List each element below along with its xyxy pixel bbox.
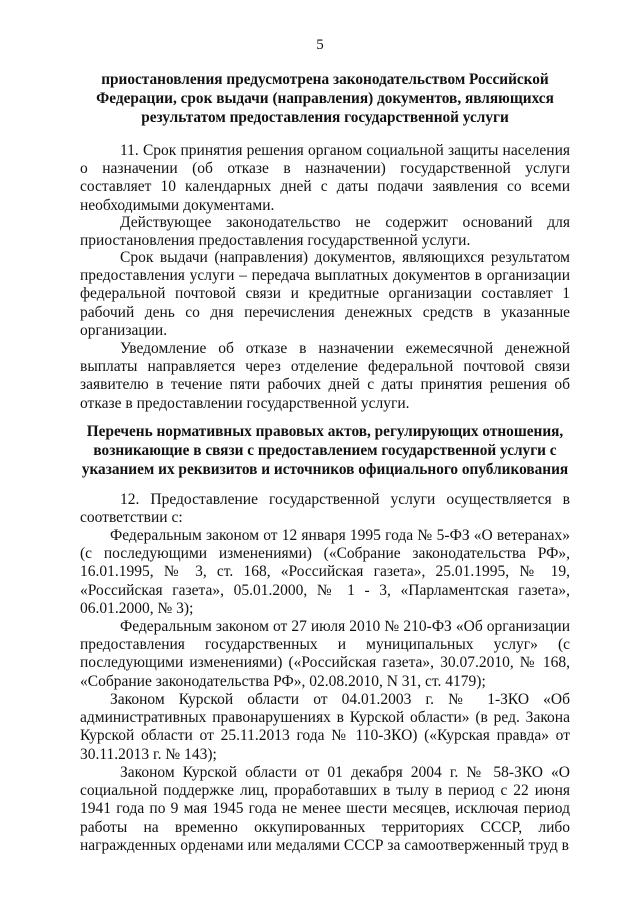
section-heading-terms: приостановления предусмотрена законодательством Российской Федерации, срок выдачи (направления) документов, являющихся результатом предоставления государственной услуги	[96, 71, 554, 126]
paragraph-law-kursk-1zko: Законом Курской области от 04.01.2003 г. № 1-ЗКО «Об административных правонарушениях в Курской области» (в ред. Закона Курской области от 25.11.2013 года № 110-ЗКО) («Курская правда» от 30.11.2013 г. № 143);	[80, 691, 570, 763]
paragraph-law-veterans: Федеральным законом от 12 января 1995 года № 5-ФЗ «О ветеранах» (с последующими изменениями) («Собрание законодательства РФ», 16.01.1995, № 3, ст. 168, «Российская газета», 25.01.1995, № 19, «Российская газета», 05.01.2000, № 1 - 3, «Парламентская газета», 06.01.2000, № 3);	[80, 527, 570, 617]
paragraph-11: 11. Срок принятия решения органом социальной защиты населения о назначении (об отказе в назначении) государственной услуги составляет 10 календарных дней с даты подачи заявления со всеми необходимыми документами.	[80, 142, 570, 214]
section-heading-legal-acts: Перечень нормативных правовых актов, регулирующих отношения, возникающие в связи с предоставлением государственной услуги с указанием их реквизитов и источников официального опубликования	[81, 423, 569, 478]
paragraph-12: 12. Предоставление государственной услуги осуществляется в соответствии с:	[80, 491, 570, 527]
page-number: 5	[316, 37, 324, 53]
paragraph-law-kursk-58zko: Законом Курской области от 01 декабря 2004 г. № 58-ЗКО «О социальной поддержке лиц, проработавших в тылу в период с 22 июня 1941 года по 9 мая 1945 года не менее шести месяцев, исключая период работы на временно оккупированных территориях СССР, либо награжденных орденами или медалями СССР за самоотверженный труд в	[80, 764, 570, 854]
paragraph-no-grounds: Действующее законодательство не содержит оснований для приостановления предоставления государственной услуги.	[80, 214, 570, 250]
paragraph-issue-term: Срок выдачи (направления) документов, являющихся результатом предоставления услуги – передача выплатных документов в организации федеральной почтовой связи и кредитные организации составляет 1 рабочий день со дня перечисления денежных средств в указанные организации.	[80, 249, 570, 339]
paragraph-law-210fz: Федеральным законом от 27 июля 2010 № 210-ФЗ «Об организации предоставления государственных и муниципальных услуг» (с последующими изменениями) («Российская газета», 30.07.2010, № 168, «Собрание законодательства РФ», 02.08.2010, N 31, ст. 4179);	[80, 618, 570, 690]
paragraph-refusal-notice: Уведомление об отказе в назначении ежемесячной денежной выплаты направляется через отделение федеральной почтовой связи заявителю в течение пяти рабочих дней с даты принятия решения об отказе в предоставлении государственной услуги.	[80, 340, 570, 412]
